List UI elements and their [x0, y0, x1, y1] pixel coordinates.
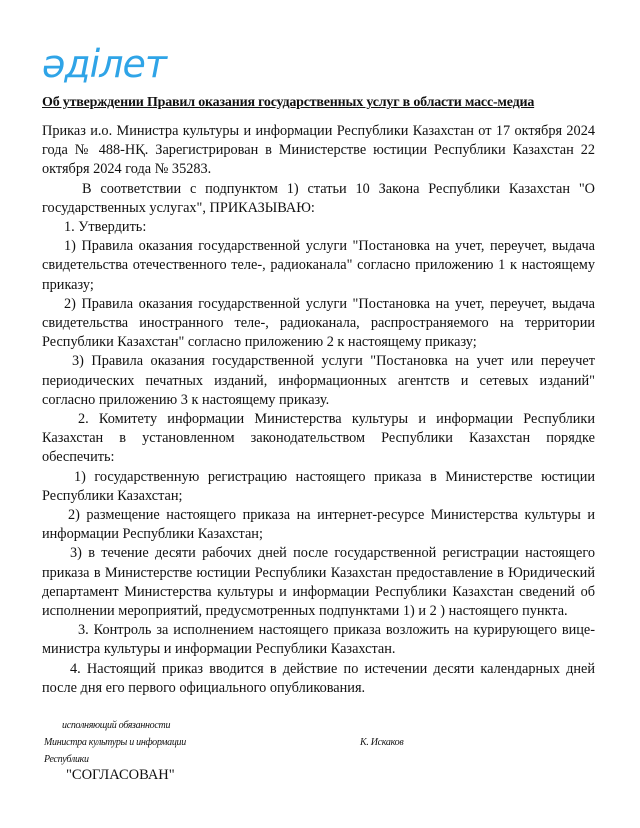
paragraph: 1. Утвердить:	[64, 219, 147, 236]
paragraph: 2) размещение настоящего приказа на интернет-ресурсе Министерства культуры и информации Республики Казахстан;	[42, 507, 595, 543]
paragraph: 2) Правила оказания государственной услуги "Постановка на учет, переучет, выдача свидетельства иностранного теле-, радиоканала, распространяемого на территории Республики Казахстан" согласно приложению 2 к настоящему приказу;	[42, 295, 595, 351]
paragraph: 4. Настоящий приказ вводится в действие по истечении десяти календарных дней после дня его первого официального опубликования.	[42, 660, 595, 696]
paragraph: Приказ и.о. Министра культуры и информации Республики Казахстан от 17 октября 2024 года № 488-НҚ. Зарегистрирован в Министерстве юстиции Республики Казахстан 22 октября 2024 года № 35283.	[42, 123, 595, 178]
paragraph: 3) Правила оказания государственной услуги "Постановка на учет или переучет периодических печатных изданий, информационных агентств и сетевых изданий" согласно приложению 3 к настоящему приказу.	[42, 353, 595, 408]
signature-position-line3: Республики	[44, 754, 89, 765]
adilet-logo[interactable]	[42, 40, 166, 84]
document-title: Об утверждении Правил оказания государственных услуг в области масс-медиа	[42, 95, 535, 110]
paragraph: 1) государственную регистрацию настоящего приказа в Министерстве юстиции Республики Казахстан;	[42, 468, 595, 504]
paragraph: 3) в течение десяти рабочих дней после государственной регистрации настоящего приказа в Министерстве юстиции Республики Казахстан предоставление в Юридический департамент Министерства культуры и информации Республики Казахстан сведений об исполнении мероприятий, предусмотренных подпунктами 1) и 2 ) настоящего пункта.	[42, 545, 595, 620]
paragraph: В соответствии с подпунктом 1) статьи 10 Закона Республики Казахстан "О государственных услугах", ПРИКАЗЫВАЮ:	[42, 180, 595, 216]
agreed-stamp: "СОГЛАСОВАН"	[66, 767, 175, 783]
paragraph: 1) Правила оказания государственной услуги "Постановка на учет, переучет, выдача свидетельства отечественного теле-, радиоканала" согласно приложению 1 к настоящему приказу;	[42, 238, 595, 293]
signature-position-line2: Министра культуры и информации	[44, 737, 186, 748]
paragraph: 2. Комитету информации Министерства культуры и информации Республики Казахстан в установленном законодательством Республики Казахстан порядке обеспечить:	[42, 411, 595, 466]
document-body	[42, 122, 595, 698]
paragraph: 3. Контроль за исполнением настоящего приказа возложить на курирующего вице-министра культуры и информации Республики Казахстан.	[42, 622, 595, 658]
signature-name: К. Искаков	[360, 737, 404, 748]
signature-position-line1: исполняющий обязанности	[62, 720, 171, 731]
logo-text: әділет	[42, 42, 167, 86]
